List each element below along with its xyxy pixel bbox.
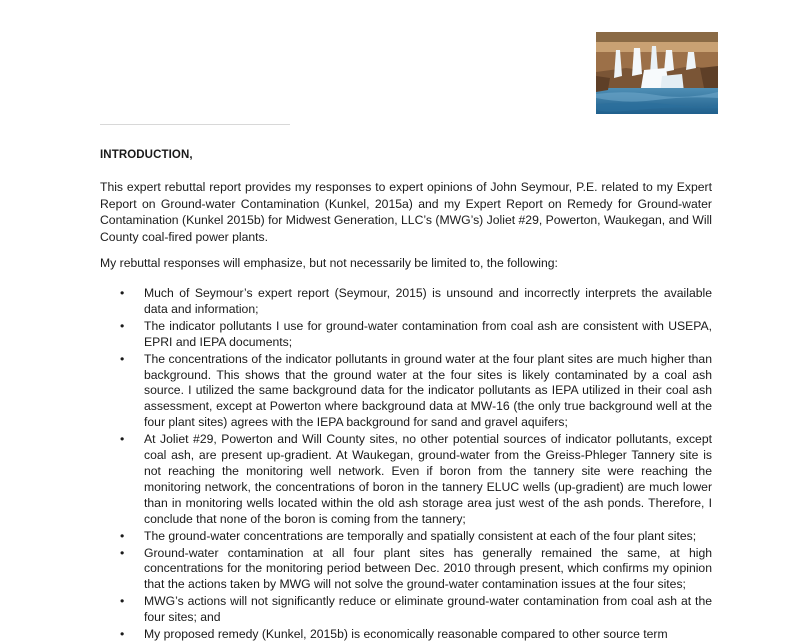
bullet-icon: • [120,528,125,543]
bullet-icon: • [120,351,125,366]
list-item-text: Ground-water contamination at all four plant sites has generally remained the same, at high concentrations for the monitoring period between Dec. 2010 through present, which confirms my opinion that the actions taken by MWG will not solve the ground-water contamination issues at the four sites; [144,545,712,592]
list-item-text: Much of Seymour’s expert report (Seymour, 2015) is unsound and incorrectly interprets the available data and information; [144,286,712,316]
bullet-icon: • [120,545,125,560]
list-item [100,319,712,351]
list-item-text: The ground-water concentrations are temporally and spatially consistent at each of the four plant sites; [144,528,697,543]
waterfall-image [596,32,718,114]
list-item [100,529,712,545]
header-divider [100,124,290,125]
list-item [100,352,712,432]
list-item-text: MWG’s actions will not significantly reduce or eliminate ground-water contamination from coal ash at the four sites; and [144,594,712,625]
bullet-icon: • [120,594,125,609]
lead-in-paragraph: My rebuttal responses will emphasize, but not necessarily be limited to, the following: [100,256,558,270]
intro-paragraph: This expert rebuttal report provides my responses to expert opinions of John Seymour, P.E. related to my Expert Report on Ground-water Contamination (Kunkel, 2015a) and my Expert Report on Remedy for Ground-water Contamination (Kunkel 2015b) for Midwest Generation, LLC’s (MWG’s) Joliet #29, Powerton, Waukegan, and Will County coal-fired power plants. [100,180,712,244]
bullet-icon: • [120,286,125,300]
list-item [100,627,712,643]
bullet-icon: • [120,318,125,333]
list-item [100,546,712,594]
section-heading: INTRODUCTION, [100,149,193,161]
bullet-icon: • [120,627,125,642]
list-item-text: The concentrations of the indicator pollutants in ground water at the four plant sites are much higher than background. This shows that the ground water at the four sites is likely contaminated by a coal ash source. I utilized the same background data for the indicator pollutants as IEPA utilized in their coal ash assessment, except at Powerton where background data at MW-16 (the only true background well at the four plant sites) agrees with the IEPA background for sand and gravel aquifers; [144,351,712,430]
waterfall-photo [596,32,718,114]
list-item [100,286,712,318]
list-item-text: My proposed remedy (Kunkel, 2015b) is economically reasonable compared to other source term [144,627,668,642]
bullet-icon: • [120,432,125,447]
list-item [100,594,712,626]
list-item-text: The indicator pollutants I use for ground-water contamination from coal ash are consistent with USEPA, EPRI and IEPA documents; [144,318,712,349]
rebuttal-points-list [100,286,712,644]
list-item [100,432,712,527]
list-item-text: At Joliet #29, Powerton and Will County sites, no other potential sources of indicator pollutants, except coal ash, are present up-gradient. At Waukegan, ground-water from the Greiss-Phleger Tannery site is not reaching the monitoring well network. Even if boron from the tannery site were reaching the monitoring network, the concentrations of boron in the tannery ELUC wells (up-gradient) are much lower than in monitoring wells located within the old ash storage area just west of the ash ponds. Therefore, I conclude that none of the boron is coming from the tannery; [144,432,712,526]
